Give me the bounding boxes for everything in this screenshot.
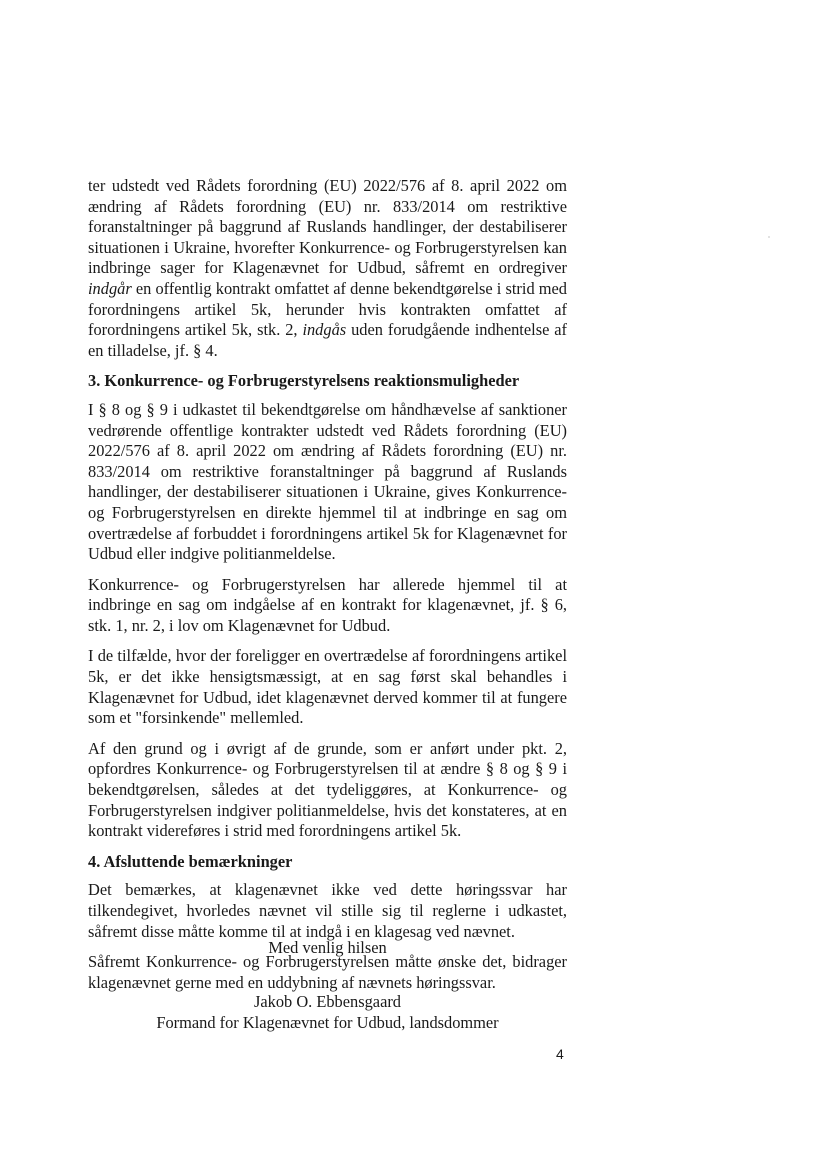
signature-block: [88, 991, 567, 1033]
signatory-title: Formand for Klagenævnet for Udbud, landsdommer: [156, 1013, 499, 1032]
page-number: 4: [556, 1046, 564, 1062]
section-3-paragraph: I § 8 og § 9 i udkastet til bekendtgørelse om håndhævelse af sanktioner vedrørende offentlige kontrakter udstedt ved Rådets forordning (EU) 2022/576 af 8. april 2022 om ændring af Rådets forordning (EU) nr. 833/2014 om restriktive foranstaltninger på baggrund af Ruslands handlinger, der destabiliserer situationen i Ukraine, gives Konkurrence- og Forbrugerstyrelsen en direkte hjemmel til at indbringe en sag om overtrædelse af forbuddet i forordningens artikel 5k for Klagenævnet for Udbud eller indgive politianmeldelse.: [88, 399, 567, 564]
section-4-heading: 4. Afsluttende bemærkninger: [88, 851, 293, 871]
section-3-heading: 3. Konkurrence- og Forbrugerstyrelsens reaktionsmuligheder: [88, 371, 520, 391]
scan-speck: [768, 236, 770, 238]
section-4-paragraph: Såfremt Konkurrence- og Forbrugerstyrelsen måtte ønske det, bidrager klagenævnet gerne med en uddybning af nævnets høringssvar.: [88, 952, 567, 992]
closing-greeting: Med venlig hilsen: [268, 938, 387, 957]
signatory-name: Jakob O. Ebbensgaard: [253, 992, 402, 1011]
section-3-paragraph: Konkurrence- og Forbrugerstyrelsen har allerede hjemmel til at indbringe en sag om indgåelse af en kontrakt for klagenævnet, jf. § 6, stk. 1, nr. 2, i lov om Klagenævnet for Udbud.: [88, 574, 567, 635]
body-text: [88, 176, 567, 1003]
intro-paragraph: ter udstedt ved Rådets forordning (EU) 2022/576 af 8. april 2022 om ændring af Rådets forordning (EU) nr. 833/2014 om restriktive foranstaltninger på baggrund af Ruslands handlinger, der destabiliserer situationen i Ukraine, hvorefter Konkurrence- og Forbrugerstyrelsen kan indbringe sager for Klagenævnet for Udbud, såfremt en ordregiver indgår en offentlig kontrakt omfattet af denne bekendtgørelse i strid med forordningens artikel 5k, herunder hvis kontrakten omfattet af forordningens artikel 5k, stk. 2, indgås uden forudgående indhentelse af en tilladelse, jf. § 4.: [88, 176, 567, 360]
section-3-paragraph: I de tilfælde, hvor der foreligger en overtrædelse af forordningens artikel 5k, er det ikke hensigtsmæssigt, at en sag først skal behandles i Klagenævnet for Udbud, idet klagenævnet derved kommer til at fungere som et "forsinkende" mellemled.: [88, 646, 567, 728]
section-4-paragraph: Det bemærkes, at klagenævnet ikke ved dette høringssvar har tilkendegivet, hvorledes nævnet vil stille sig til reglerne i udkastet, såfremt disse måtte komme til at indgå i en klagesag ved nævnet.: [88, 880, 567, 941]
section-3-paragraph: Af den grund og i øvrigt af de grunde, som er anført under pkt. 2, opfordres Konkurrence- og Forbrugerstyrelsen til at ændre § 8 og § 9 i bekendtgørelsen, således at det tydeliggøres, at Konkurrence- og Forbrugerstyrelsen indgiver politianmeldelse, hvis det konstateres, at en kontrakt videreføres i strid med forordningens artikel 5k.: [88, 738, 567, 841]
